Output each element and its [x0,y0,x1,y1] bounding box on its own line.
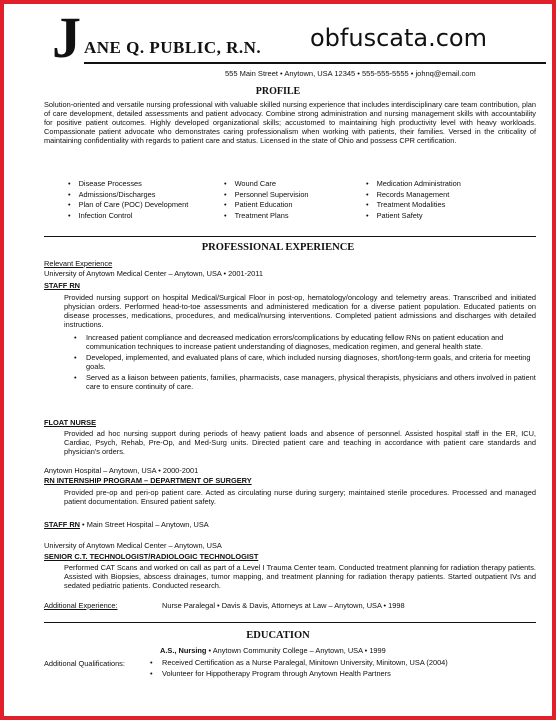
degree-name: A.S., Nursing [160,646,207,655]
job-title-line [44,520,209,529]
additional-experience-text: Nurse Paralegal • Davis & Davis, Attorneys at Law – Anytown, USA • 1998 [162,601,405,610]
achievement-item: • Served as a liaison between patients, families, pharmacists, case managers, physical therapists, physicians and others involved in patient care to ensure continuity of care. [74,374,536,392]
skill-item: • Personnel Supervision [224,190,309,201]
job-title: FLOAT NURSE [44,418,97,427]
section-divider [44,622,536,623]
skill-item: • Treatment Plans [224,211,309,222]
qualification-item: • Volunteer for Hippotherapy Program through Anytown Health Partners [150,670,536,679]
job-description: Provided ad hoc nursing support during periods of heavy patient loads and absence of personnel. Assisted hospital staff in the ER, ICU, Cardiac, Psych, Rehab, Pre-Op, and Med-Surg units. Directed patient care and teaching in accordance with patient care standards and physician's orders. [64,429,536,456]
profile-heading: PROFILE [255,86,301,97]
skill-item: • Records Management [366,190,461,201]
section-divider [44,236,536,237]
job-title: SENIOR C.T. TECHNOLOGIST/RADIOLOGIC TECHNOLOGIST [44,552,259,561]
skill-item: • Disease Processes [68,179,188,190]
job-description: Performed CAT Scans and worked on call as part of a Level I Trauma Center team. Conducted treatment planning for radiation therapy patients. Assisted with Biopsies, abscess drainages, tumor mapping, and treatment planning for radiation therapy patients. Started outpatient IVs and sedated pediatric patients. Conducted research. [64,563,536,590]
skill-item: • Plan of Care (POC) Development [68,200,188,211]
skill-item: • Infection Control [68,211,188,222]
name-initial: J [52,8,81,70]
degree-line [160,646,386,655]
skills-column-1 [68,179,188,221]
skill-item: • Patient Education [224,200,309,211]
job-description: Provided pre-op and peri-op patient care. Acted as circulating nurse during surgery; maintained sterile procedures. Processed and managed patient documentation. Ensured patient safety. [64,488,536,506]
experience-heading: PROFESSIONAL EXPERIENCE [201,242,355,253]
skill-item: • Admissions/Discharges [68,190,188,201]
contact-line: 555 Main Street • Anytown, USA 12345 • 555-555-5555 • johnq@email.com [225,69,476,78]
achievement-list [74,334,536,393]
candidate-name: ANE Q. PUBLIC, R.N. [84,38,262,57]
qualifications-label: Additional Qualifications: [44,659,125,668]
degree-details: • Anytown Community College – Anytown, USA • 1999 [206,646,386,655]
employer-line: University of Anytown Medical Center – Anytown, USA • 2001-2011 [44,269,263,278]
additional-experience-label: Additional Experience: [44,601,118,610]
job-description: Provided nursing support on hospital Medical/Surgical Floor in post-op, hematology/oncology and telemetry areas. Transcribed and initiated physician orders. Performed head-to-toe assessments and administered medication for a diverse patient population. Educated patients on disease processes, medications, procedures, and medical/nursing interventions. Completed patient admissions and discharges with detailed instructions. [64,293,536,329]
education-heading: EDUCATION [246,630,310,641]
skill-item: • Wound Care [224,179,309,190]
skill-item: • Treatment Modalities [366,200,461,211]
qualifications-list [150,659,536,681]
profile-summary: Solution-oriented and versatile nursing professional with valuable skilled nursing experience that includes interdisciplinary care team contribution, plan of care development, detailed assessments and patient advocacy. Combine strong administration and nursing management skills with accountability for positive patient outcomes. Highly developed organizational skills; accustomed to maintaining high productivity level with heavy workloads. Compassionate patient advocate who demonstrates caring professionalism when working with patients, their families. Versed in the criticality of maintaining confidentiality with regards to patient care and status. Licensed in the state of Ohio and possess CPR certification. [44,100,536,145]
resume-document [10,8,546,712]
employer-line: • Main Street Hospital – Anytown, USA [80,520,209,529]
job-title: RN INTERNSHIP PROGRAM – DEPARTMENT OF SURGERY [44,476,252,485]
header-rule [84,62,546,64]
achievement-item: • Developed, implemented, and evaluated plans of care, which included nursing diagnoses, short/long-term goals, and criteria for meeting goals. [74,354,536,372]
skill-item: • Medication Administration [366,179,461,190]
employer-line: Anytown Hospital – Anytown, USA • 2000-2001 [44,466,199,475]
skill-item: • Patient Safety [366,211,461,222]
achievement-item: • Increased patient compliance and decreased medication errors/complications by educating fellow RNs on patient education and communication techniques to increase patient understanding of diagnoses, medication regimen, and general health state. [74,334,536,352]
employer-line: University of Anytown Medical Center – Anytown, USA [44,541,222,550]
skills-column-2 [224,179,309,221]
job-title: STAFF RN [44,520,80,529]
qualification-item: • Received Certification as a Nurse Paralegal, Minitown University, Minitown, USA (2004) [150,659,536,668]
job-title: STAFF RN [44,281,80,290]
skills-column-3 [366,179,461,221]
relevant-experience-label: Relevant Experience [44,259,113,268]
watermark-text: obfuscata.com [310,24,487,52]
